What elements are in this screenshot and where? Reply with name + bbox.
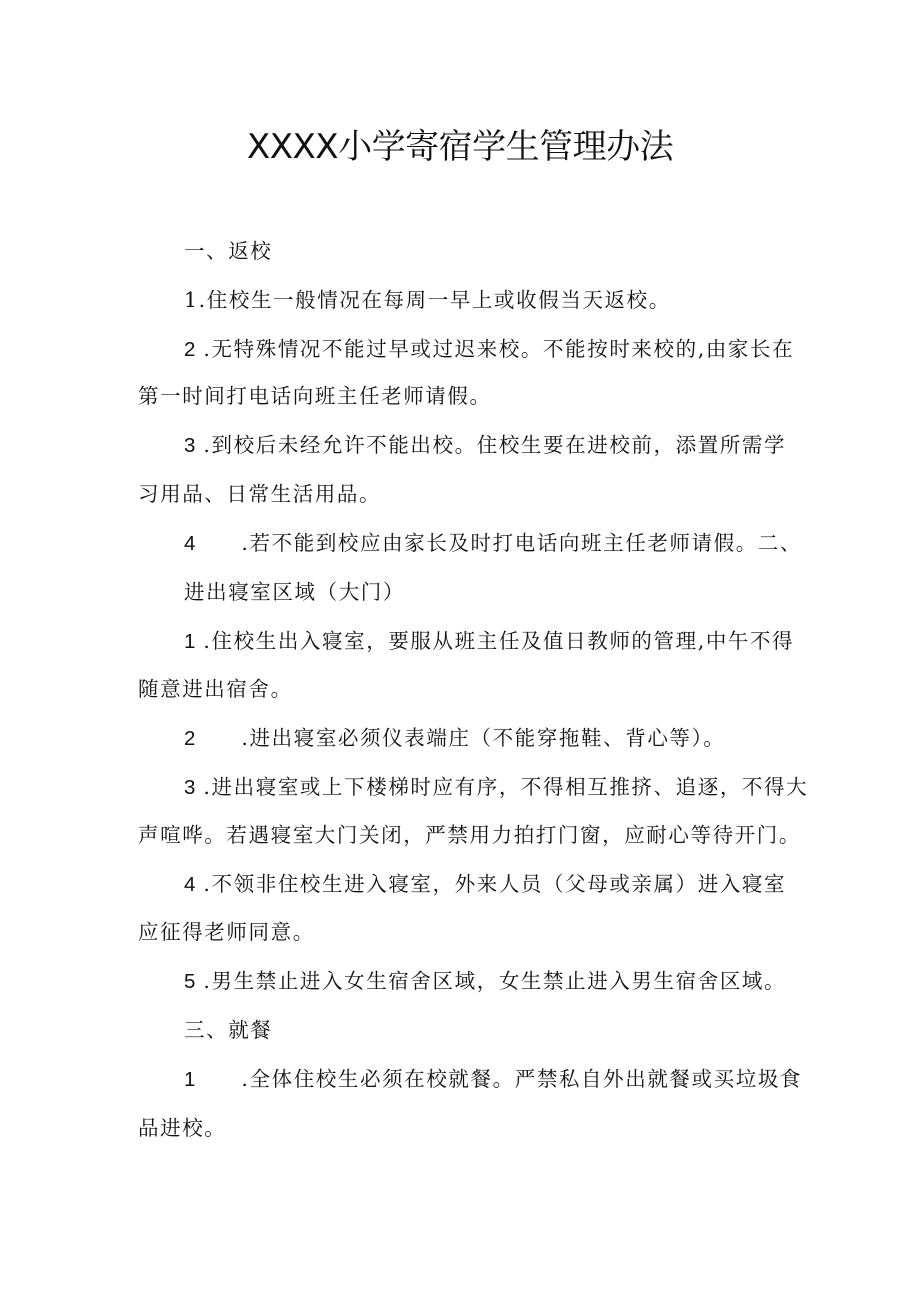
item-number: 4 (184, 532, 196, 555)
document-title: XXXX小学寄宿学生管理办法 (246, 127, 674, 167)
section-heading-return: 一、返校 (184, 239, 273, 263)
section-heading-dorm-access: 进出寝室区域（大门） (184, 580, 405, 604)
item-text: .进出寝室或上下楼梯时应有序，不得相互推挤、追逐，不得大 (203, 775, 809, 799)
item-text: .男生禁止进入女生宿舍区域，女生禁止进入男生宿舍区域。 (203, 969, 787, 993)
item-text: .若不能到校应由家长及时打电话向班主任老师请假。二、 (241, 531, 803, 555)
item-number: 3 (184, 776, 196, 799)
paragraph-line: 随意进出宿舍。 (138, 677, 293, 701)
paragraph-line (184, 723, 844, 754)
paragraph-line (184, 334, 844, 365)
item-text: .到校后未经允许不能出校。住校生要在进校前，添置所需学 (203, 433, 787, 457)
item-text: .进出寝室必须仪表端庄（不能穿拖鞋、背心等）。 (241, 726, 726, 750)
paragraph-line (184, 528, 844, 559)
paragraph-line (184, 772, 844, 803)
item-text: .不领非住校生进入寝室，外来人员（父母或亲属）进入寝室 (203, 872, 787, 896)
paragraph-line: 1.住校生一般情况在每周一早上或收假当天返校。 (184, 288, 671, 312)
item-number: 4 (184, 873, 196, 896)
paragraph-line (184, 626, 844, 657)
item-text: .全体住校生必须在校就餐。严禁私自外出就餐或买垃圾食 (241, 1067, 803, 1091)
paragraph-line: 应征得老师同意。 (138, 920, 315, 944)
paragraph-line: 第一时间打电话向班主任老师请假。 (138, 384, 492, 408)
paragraph-line: 品进校。 (138, 1116, 227, 1140)
item-text: .无特殊情况不能过早或过迟来校。不能按时来校的,由家长在 (203, 337, 795, 361)
item-number: 1 (184, 630, 196, 653)
paragraph-line (184, 869, 844, 900)
paragraph-line: 声喧哗。若遇寝室大门关闭，严禁用力拍打门窗，应耐心等待开门。 (138, 823, 801, 847)
item-number: 1 (184, 1068, 196, 1091)
paragraph-line (184, 966, 844, 997)
item-number: 2 (184, 338, 196, 361)
item-text: .住校生出入寝室，要服从班主任及值日教师的管理,中午不得 (203, 629, 795, 653)
item-number: 3 (184, 434, 196, 457)
section-heading-meals: 三、就餐 (184, 1018, 273, 1042)
paragraph-line (184, 430, 844, 461)
item-number: 2 (184, 727, 196, 750)
item-number: 5 (184, 970, 196, 993)
paragraph-line: 习用品、日常生活用品。 (138, 482, 382, 506)
paragraph-line (184, 1064, 844, 1095)
